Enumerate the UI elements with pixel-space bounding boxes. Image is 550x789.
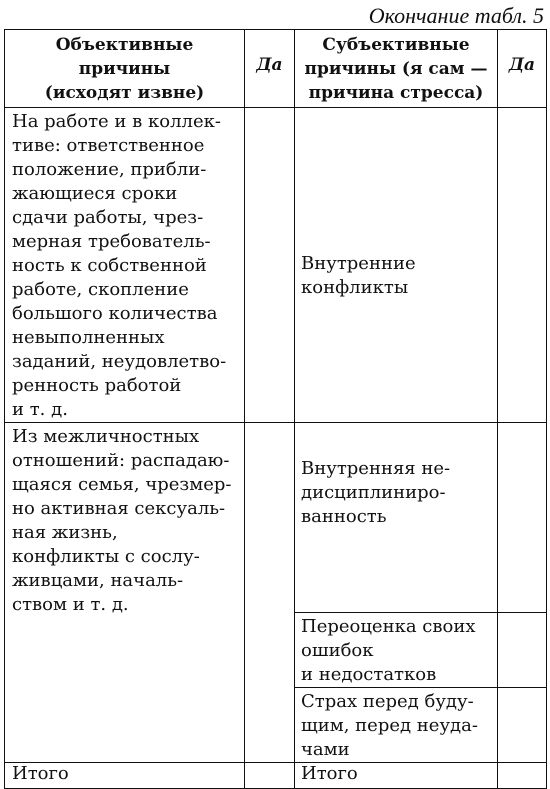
header-subjective-causes: Субъективные причины (я сам — причина стресса) — [295, 30, 498, 108]
subjective-inner-conflicts-text: Внутренние конфликты — [301, 253, 416, 298]
checkbox-cell-subjective-fear[interactable] — [498, 688, 547, 763]
cell-total-subjective — [295, 763, 498, 789]
checkbox-cell-objective-work[interactable] — [245, 108, 295, 423]
checkbox-cell-subjective-inner-conflicts[interactable] — [498, 108, 547, 423]
header-row — [5, 30, 547, 108]
checkbox-cell-subjective-overestimation[interactable] — [498, 613, 547, 688]
table-row — [5, 423, 547, 613]
objective-work-text: На работе и в коллек- тиве: ответственное положение, прибли- жающиеся сроки сдачи работы, чрез- мерная требователь- ность к собственной работе, скопление большого количества невыполненных заданий, неудовлетво- ренность работой и т. д. — [12, 111, 227, 420]
cell-subjective-fear — [295, 688, 498, 763]
stress-causes-table — [4, 29, 547, 789]
cell-subjective-indiscipline — [295, 423, 498, 613]
cell-total-objective-yes[interactable] — [245, 763, 295, 789]
cell-total-subjective-yes[interactable] — [498, 763, 547, 789]
table-row — [5, 108, 547, 423]
cell-total-objective — [5, 763, 245, 789]
total-objective-label: Итого — [12, 763, 69, 784]
subjective-indiscipline-text: Внутренняя не- дисциплиниро- ванность — [301, 458, 451, 527]
header-yes-objective: Да — [245, 30, 295, 108]
cell-objective-work — [5, 108, 245, 423]
cell-objective-interpersonal — [5, 423, 245, 763]
total-subjective-label: Итого — [301, 763, 358, 784]
header-objective-causes: Объективные причины (исходят извне) — [5, 30, 245, 108]
subjective-fear-text: Страх перед буду- щим, перед неуда- чами — [301, 691, 478, 760]
subjective-overestimation-text: Переоценка своих ошибок и недостатков — [301, 616, 476, 685]
header-yes-subjective: Да — [498, 30, 547, 108]
checkbox-cell-objective-interpersonal[interactable] — [245, 423, 295, 763]
total-row — [5, 763, 547, 789]
cell-subjective-overestimation — [295, 613, 498, 688]
table-caption: Окончание табл. 5 — [368, 3, 544, 28]
cell-subjective-inner-conflicts — [295, 108, 498, 423]
objective-interpersonal-text: Из межличностных отношений: распадаю- щаяся семья, чрезмер- но активная сексуаль- ная жизнь, конфликты с сослу- живцами, началь- ством и т. д. — [12, 426, 232, 615]
checkbox-cell-subjective-indiscipline[interactable] — [498, 423, 547, 613]
